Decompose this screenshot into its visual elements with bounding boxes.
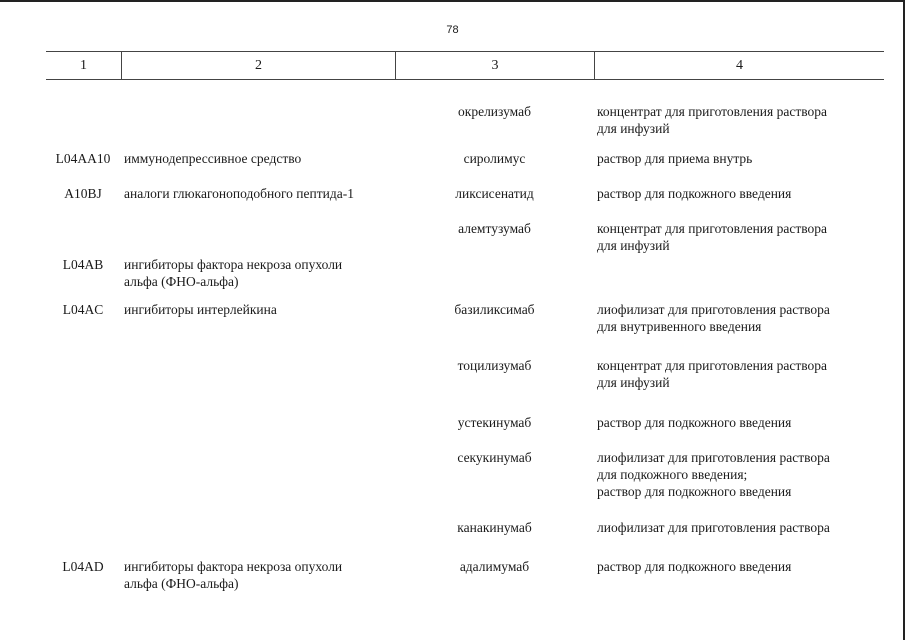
dosage-form-cell-line: концентрат для приготовления раствора (597, 358, 828, 373)
column-header-4: 4 (736, 58, 743, 73)
group-name-cell-line: ингибиторы интерлейкина (124, 302, 277, 317)
dosage-form-cell (597, 519, 877, 536)
dosage-form-cell (597, 558, 877, 575)
atc-code-cell: L04AD (62, 559, 104, 574)
group-name-cell-line: ингибиторы фактора некроза опухоли (124, 257, 343, 272)
atc-code-cell: A10BJ (64, 186, 102, 201)
dosage-form-cell (597, 301, 877, 335)
dosage-form-cell (597, 414, 877, 431)
dosage-form-cell (597, 449, 877, 500)
group-name-cell-line: иммунодепрессивное средство (124, 151, 302, 166)
dosage-form-cell (597, 103, 877, 137)
group-name-cell-line: аналоги глюкагоноподобного пептида-1 (124, 186, 354, 201)
dosage-form-cell-line: лиофилизат для приготовления раствора (597, 302, 830, 317)
dosage-form-cell-line: лиофилизат для приготовления раствора (597, 520, 830, 535)
dosage-form-cell (597, 150, 877, 167)
page-border-top (0, 0, 905, 2)
atc-code-cell: L04AA10 (55, 151, 111, 166)
group-name-cell (124, 256, 392, 290)
group-name-cell-line: альфа (ФНО-альфа) (124, 576, 239, 591)
drug-name-cell: адалимумаб (459, 559, 530, 574)
dosage-form-cell-line: раствор для приема внутрь (597, 151, 753, 166)
drug-name-cell: тоцилизумаб (457, 358, 532, 373)
table-header-top-rule (46, 51, 884, 52)
page-number: 78 (446, 24, 459, 36)
drug-name-cell: сиролимус (463, 151, 526, 166)
drug-name-cell: устекинумаб (457, 415, 532, 430)
atc-code-cell: L04AC (62, 302, 104, 317)
table-header-bottom-rule (46, 79, 884, 80)
column-header-3: 3 (491, 58, 499, 73)
drug-name-cell: ликсисенатид (455, 186, 534, 201)
column-header-2: 2 (255, 58, 262, 73)
column-header-1: 1 (80, 58, 87, 73)
dosage-form-cell-line: концентрат для приготовления раствора (597, 221, 828, 236)
dosage-form-cell-line: для подкожного введения; (597, 467, 748, 482)
dosage-form-cell-line: для инфузий (597, 121, 670, 136)
drug-name-cell: базиликсимаб (454, 302, 535, 317)
group-name-cell-line: альфа (ФНО-альфа) (124, 274, 239, 289)
dosage-form-cell-line: лиофилизат для приготовления раствора (597, 450, 830, 465)
dosage-form-cell (597, 357, 877, 391)
dosage-form-cell-line: раствор для подкожного введения (597, 186, 792, 201)
dosage-form-cell-line: для инфузий (597, 375, 670, 390)
dosage-form-cell-line: для инфузий (597, 238, 670, 253)
dosage-form-cell (597, 185, 877, 202)
group-name-cell (124, 301, 392, 318)
dosage-form-cell-line: раствор для подкожного введения (597, 415, 792, 430)
dosage-form-cell-line: для внутривенного введения (597, 319, 762, 334)
drug-name-cell: алемтузумаб (458, 221, 531, 236)
drug-name-cell: секукинумаб (457, 450, 532, 465)
atc-code-cell: L04AB (62, 257, 104, 272)
dosage-form-cell-line: раствор для подкожного введения (597, 484, 792, 499)
group-name-cell (124, 150, 392, 167)
dosage-form-cell (597, 220, 877, 254)
drug-name-cell: канакинумаб (457, 520, 532, 535)
group-name-cell-line: ингибиторы фактора некроза опухоли (124, 559, 343, 574)
drug-name-cell: окрелизумаб (458, 104, 531, 119)
group-name-cell (124, 558, 392, 592)
group-name-cell (124, 185, 392, 202)
dosage-form-cell-line: концентрат для приготовления раствора (597, 104, 828, 119)
dosage-form-cell-line: раствор для подкожного введения (597, 559, 792, 574)
